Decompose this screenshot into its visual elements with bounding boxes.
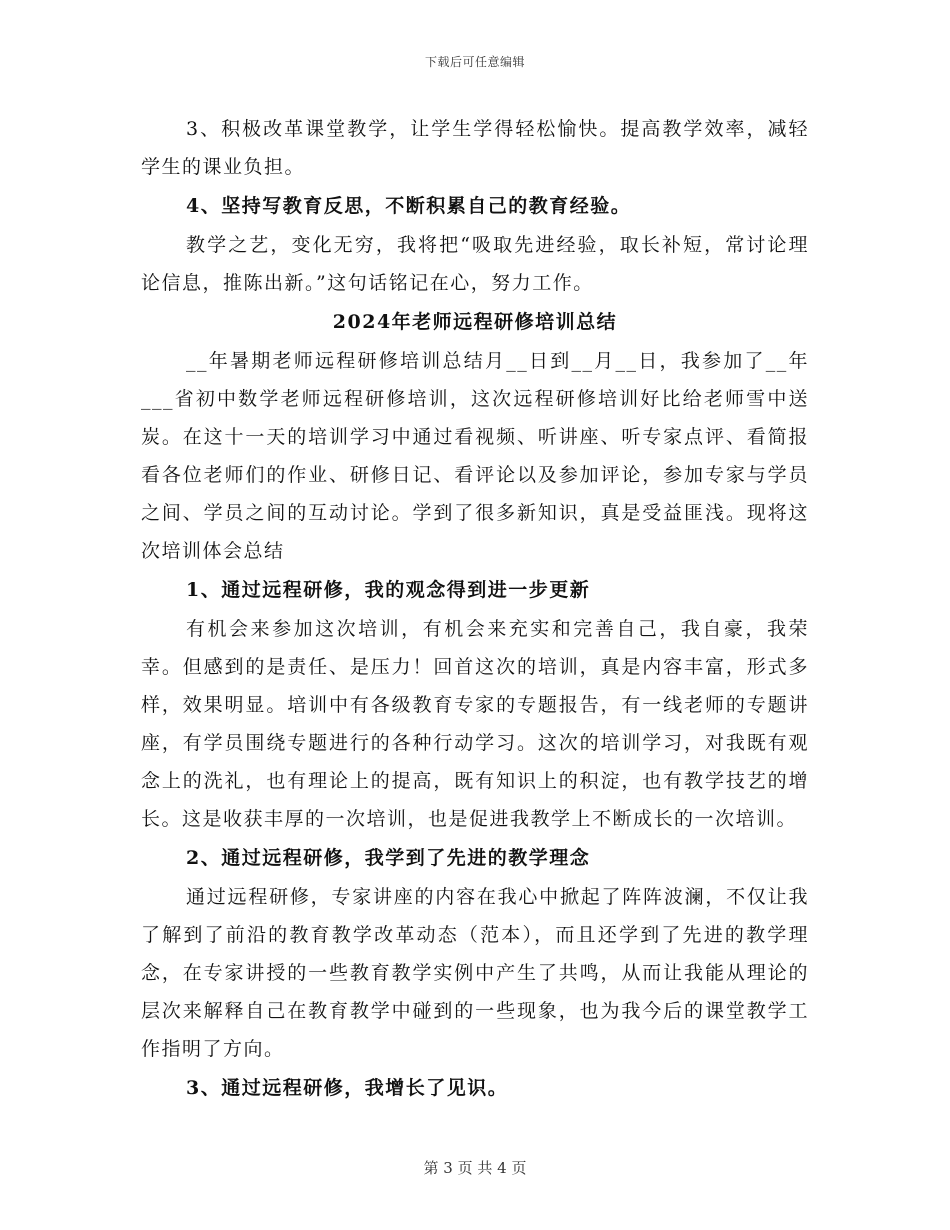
heading-section-3: 3、通过远程研修，我增长了见识。 xyxy=(186,1077,509,1099)
document-body xyxy=(141,110,809,1107)
paragraph-introduction: __年暑期老师远程研修培训总结月__日到__月__日，我参加了__年___省初中数学老师远程研修培训，这次远程研修培训好比给老师雪中送炭。在这十一天的培训学习中通过看视频、听讲座、听专家点评、看简报看各位老师们的作业、研修日记、看评论以及参加评论，参加专家与学员之间、学员之间的互动讨论。学到了很多新知识，真是受益匪浅。现将这次培训体会总结 xyxy=(141,350,809,562)
paragraph-measure-3: 3、积极改革课堂教学，让学生学得轻松愉快。提高教学效率，减轻学生的课业负担。 xyxy=(141,118,809,178)
heading-section-2: 2、通过远程研修，我学到了先进的教学理念 xyxy=(186,847,591,869)
paragraph-section-1: 有机会来参加这次培训，有机会来充实和完善自己，我自豪，我荣幸。但感到的是责任、是压力！回首这次的培训，真是内容丰富，形式多样，效果明显。培训中有各级教育专家的专题报告，有一线老师的专题讲座，有学员围绕专题进行的各种行动学习。这次的培训学习，对我既有观念上的洗礼，也有理论上的提高，既有知识上的积淀，也有教学技艺的增长。这是收获丰厚的一次培训，也是促进我教学上不断成长的一次培训。 xyxy=(141,618,809,830)
page-header: 下载后可任意编辑 xyxy=(424,55,525,69)
heading-section-1: 1、通过远程研修，我的观念得到进一步更新 xyxy=(186,579,591,601)
paragraph-closing-remark: 教学之艺，变化无穷，我将把“吸取先进经验，取长补短，常讨论理论信息，推陈出新。”这句话铭记在心，努力工作。 xyxy=(141,234,809,294)
paragraph-section-2: 通过远程研修，专家讲座的内容在我心中掀起了阵阵波澜，不仅让我了解到了前沿的教育教学改革动态（范本），而且还学到了先进的教学理念，在专家讲授的一些教育教学实例中产生了共鸣，从而让我能从理论的层次来解释自己在教育教学中碰到的一些现象，也为我今后的课堂教学工作指明了方向。 xyxy=(141,886,809,1060)
document-title: 2024年老师远程研修培训总结 xyxy=(332,311,618,333)
heading-measure-4: 4、坚持写教育反思，不断积累自己的教育经验。 xyxy=(186,195,632,217)
page-footer: 第 3 页 共 4 页 xyxy=(423,1159,527,1177)
